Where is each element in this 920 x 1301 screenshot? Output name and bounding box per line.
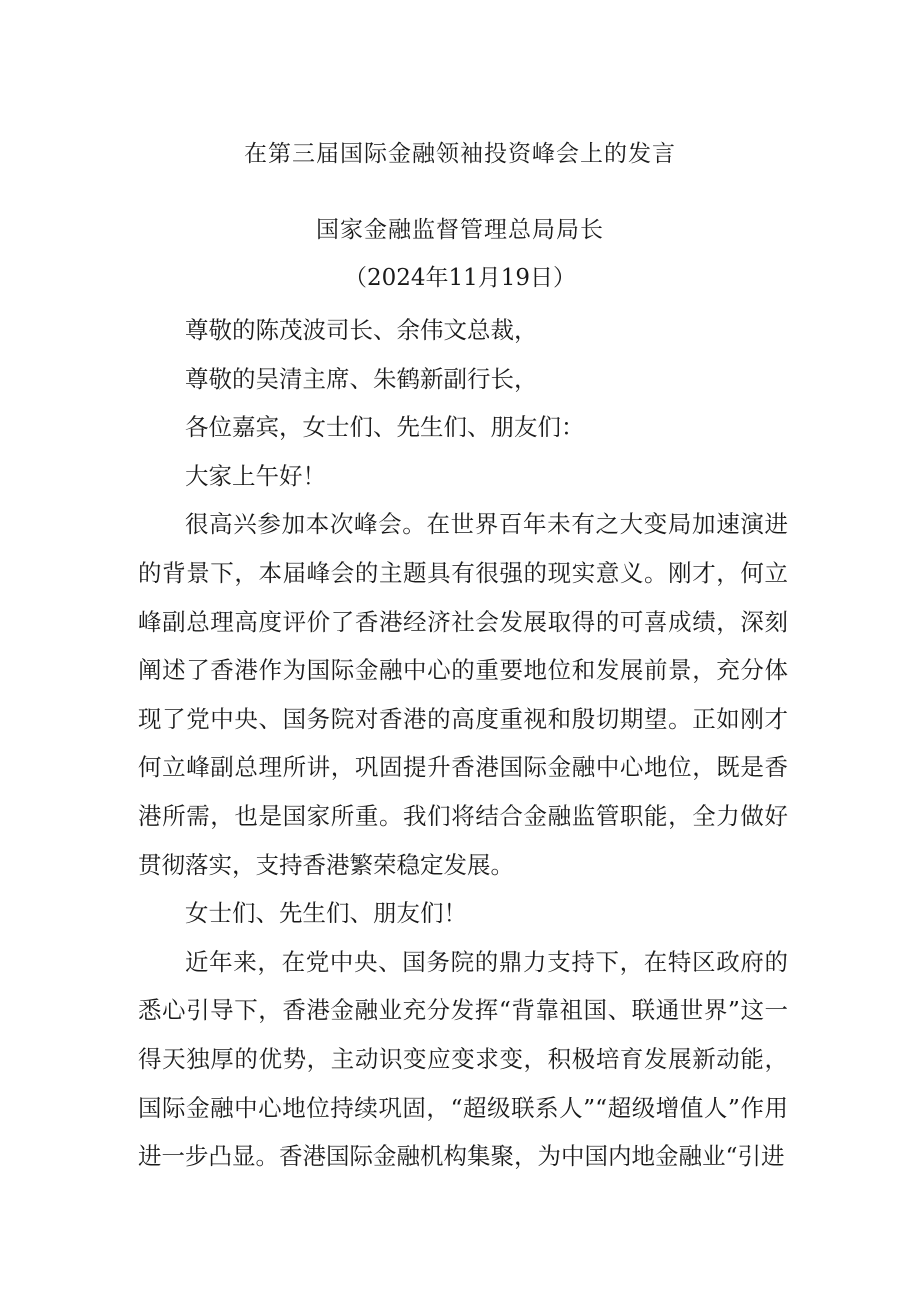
body-paragraph-1: 很高兴参加本次峰会。在世界百年未有之大变局加速演进的背景下，本届峰会的主题具有很强的现实意义。刚才，何立峰副总理高度评价了香港经济社会发展取得的可喜成绩，深刻阐述了香港作为国际金融中心的重要地位和发展前景，充分体现了党中央、国务院对香港的高度重视和殷切期望。正如刚才何立峰副总理所讲，巩固提升香港国际金融中心地位，既是香港所需，也是国家所重。我们将结合金融监管职能，全力做好贯彻落实，支持香港繁荣稳定发展。 (138, 510, 788, 879)
salutation-line-1: 尊敬的陈茂波司长、余伟文总裁， (185, 316, 538, 344)
speech-body (138, 306, 788, 1181)
document-title: 在第三届国际金融领袖投资峰会上的发言 (244, 141, 676, 167)
body-paragraph-2: 近年来，在党中央、国务院的鼎力支持下，在特区政府的悉心引导下，香港金融业充分发挥“背靠祖国、联通世界”这一得天独厚的优势，主动识变应变求变，积极培育发展新动能，国际金融中心地位持续巩固，“超级联系人”“超级增值人”作用进一步凸显。香港国际金融机构集聚，为中国内地金融业“引进 (138, 947, 788, 1171)
salutation-line-3: 各位嘉宾，女士们、先生们、朋友们： (185, 413, 585, 442)
speaker-title: 国家金融监督管理总局局长 (316, 217, 604, 243)
speech-date: （2024年11月19日） (343, 265, 577, 291)
audience-address: 女士们、先生们、朋友们！ (185, 899, 467, 928)
salutation-line-2: 尊敬的吴清主席、朱鹤新副行长， (185, 364, 538, 393)
greeting: 大家上午好！ (185, 461, 326, 490)
